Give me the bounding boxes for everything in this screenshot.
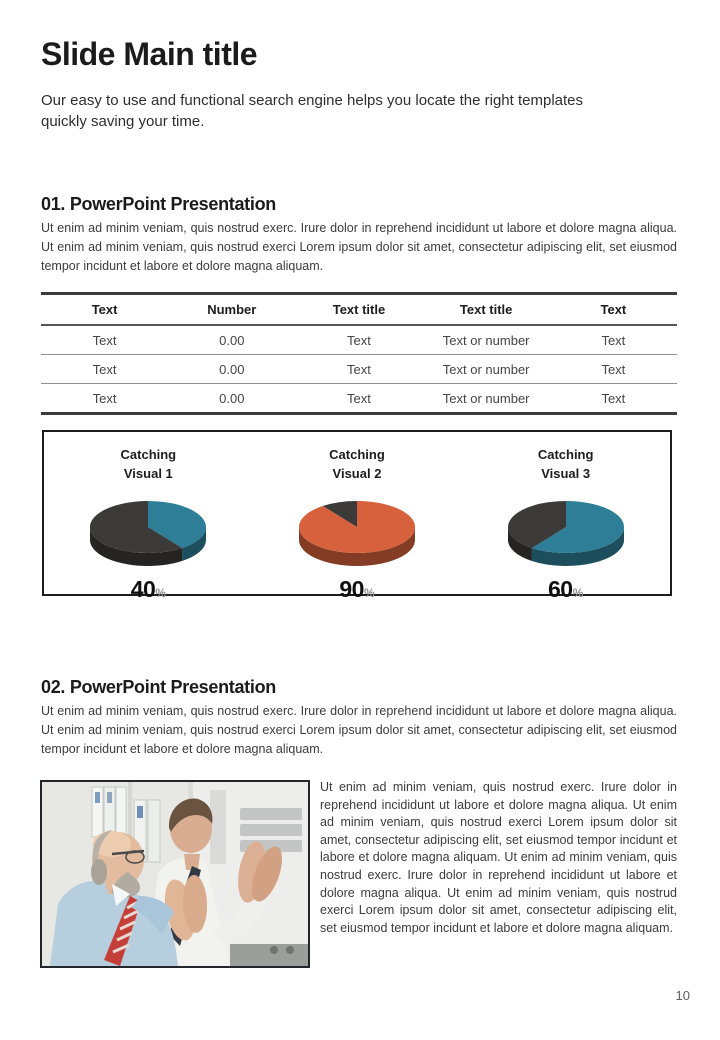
page-title: Slide Main title <box>41 36 258 72</box>
table-cell: Text <box>601 332 626 348</box>
section-1-body: Ut enim ad minim veniam, quis nostrud exerc. Irure dolor in reprehend incididunt ut labore et dolore magna aliqua. Ut enim ad minim veniam, quis nostrud exerci Lorem ipsum dolor sit amet, consectetur adipiscing elit, set eiusmod tempor incidunt et labore et dolore magna aliquam. <box>41 221 677 273</box>
pie-chart-1 <box>50 445 246 603</box>
pie-2-percent-sign: % <box>363 586 375 600</box>
table-cell: Text <box>347 361 371 377</box>
section-2-body: Ut enim ad minim veniam, quis nostrud exerc. Irure dolor in reprehend incididunt ut labore et dolore magna aliqua. Ut enim ad minim veniam, quis nostrud exerci Lorem ipsum dolor sit amet, consectetur adipiscing elit, set eiusmod tempor incidunt et labore et dolore magna aliquam. <box>41 704 677 756</box>
section-2-side-text: Ut enim ad minim veniam, quis nostrud exerc. Irure dolor in reprehend incididunt ut labore et dolore magna aliqua. Ut enim ad minim veniam, quis nostrud exerci Lorem ipsum dolor sit amet, consectetur adipiscing elit, set eiusmod tempor incidunt et labore et dolore magna aliquam. Ut enim ad minim veniam, quis nostrud exerc. Irure dolor in reprehend incididunt ut labore et dolore magna aliqua. Ut enim ad minim veniam, quis nostrud exerci Lorem ipsum dolor sit amet, consectetur adipiscing elit, set eiusmod tempor incidunt et labore et dolore magna aliquam. <box>320 780 677 935</box>
table-header-cell: Text <box>600 302 627 317</box>
table-header-cell: Text <box>91 302 118 317</box>
table-header-row <box>41 294 677 326</box>
table-cell: Text <box>92 332 117 348</box>
pie-1-title-line1: Catching <box>120 447 177 462</box>
table-cell: 0.00 <box>219 390 245 406</box>
table-cell: Text <box>601 390 626 406</box>
table-cell: 0.00 <box>219 361 245 377</box>
charts-panel <box>42 430 672 602</box>
pie-2-title-line2: Visual 2 <box>332 466 382 481</box>
table-row <box>41 355 677 384</box>
table-cell: Text or number <box>442 332 530 348</box>
table-cell: Text <box>92 390 117 406</box>
table-row <box>41 384 677 414</box>
pie-1-graphic <box>50 485 246 573</box>
table-cell: Text <box>347 390 371 406</box>
table-header-cell: Text title <box>332 302 386 317</box>
pie-3-title-line2: Visual 3 <box>541 466 591 481</box>
page-subtitle: Our easy to use and functional search engine helps you locate the right templates quickly saving your time. <box>41 92 583 130</box>
pie-1-title-line2: Visual 1 <box>123 466 173 481</box>
pie-1-percent-sign: % <box>155 586 166 600</box>
section-1-heading: 01. PowerPoint Presentation <box>41 194 276 214</box>
table-cell: Text or number <box>442 390 530 406</box>
table-cell: Text or number <box>442 361 530 377</box>
table-cell: Text <box>347 332 371 348</box>
table-cell: 0.00 <box>219 332 245 348</box>
table-header-cell: Number <box>207 302 257 317</box>
pie-2-graphic <box>259 485 455 573</box>
pie-2-title-line1: Catching <box>329 447 385 462</box>
office-photo-graphic <box>42 782 308 966</box>
pie-3-graphic <box>468 485 664 573</box>
table-row <box>41 325 677 355</box>
pie-3-percent-sign: % <box>572 586 584 600</box>
pie-1-value <box>50 576 246 603</box>
pie-1-value-number: 40 <box>130 576 156 602</box>
pie-2-value <box>259 576 455 603</box>
section-2-heading: 02. PowerPoint Presentation <box>41 677 276 697</box>
pie-3-title-line1: Catching <box>537 447 594 462</box>
pie-3-value-number: 60 <box>548 576 573 602</box>
pie-chart-2 <box>259 445 455 603</box>
table-header-cell: Text title <box>459 302 513 317</box>
pie-chart-3 <box>468 445 664 603</box>
page-number: 10 <box>675 988 690 1003</box>
pie-2-value-number: 90 <box>339 576 364 602</box>
table-cell: Text <box>92 361 117 377</box>
pie-3-value <box>468 576 664 603</box>
office-photo <box>40 780 310 968</box>
data-table <box>41 292 677 415</box>
table-cell: Text <box>601 361 626 377</box>
